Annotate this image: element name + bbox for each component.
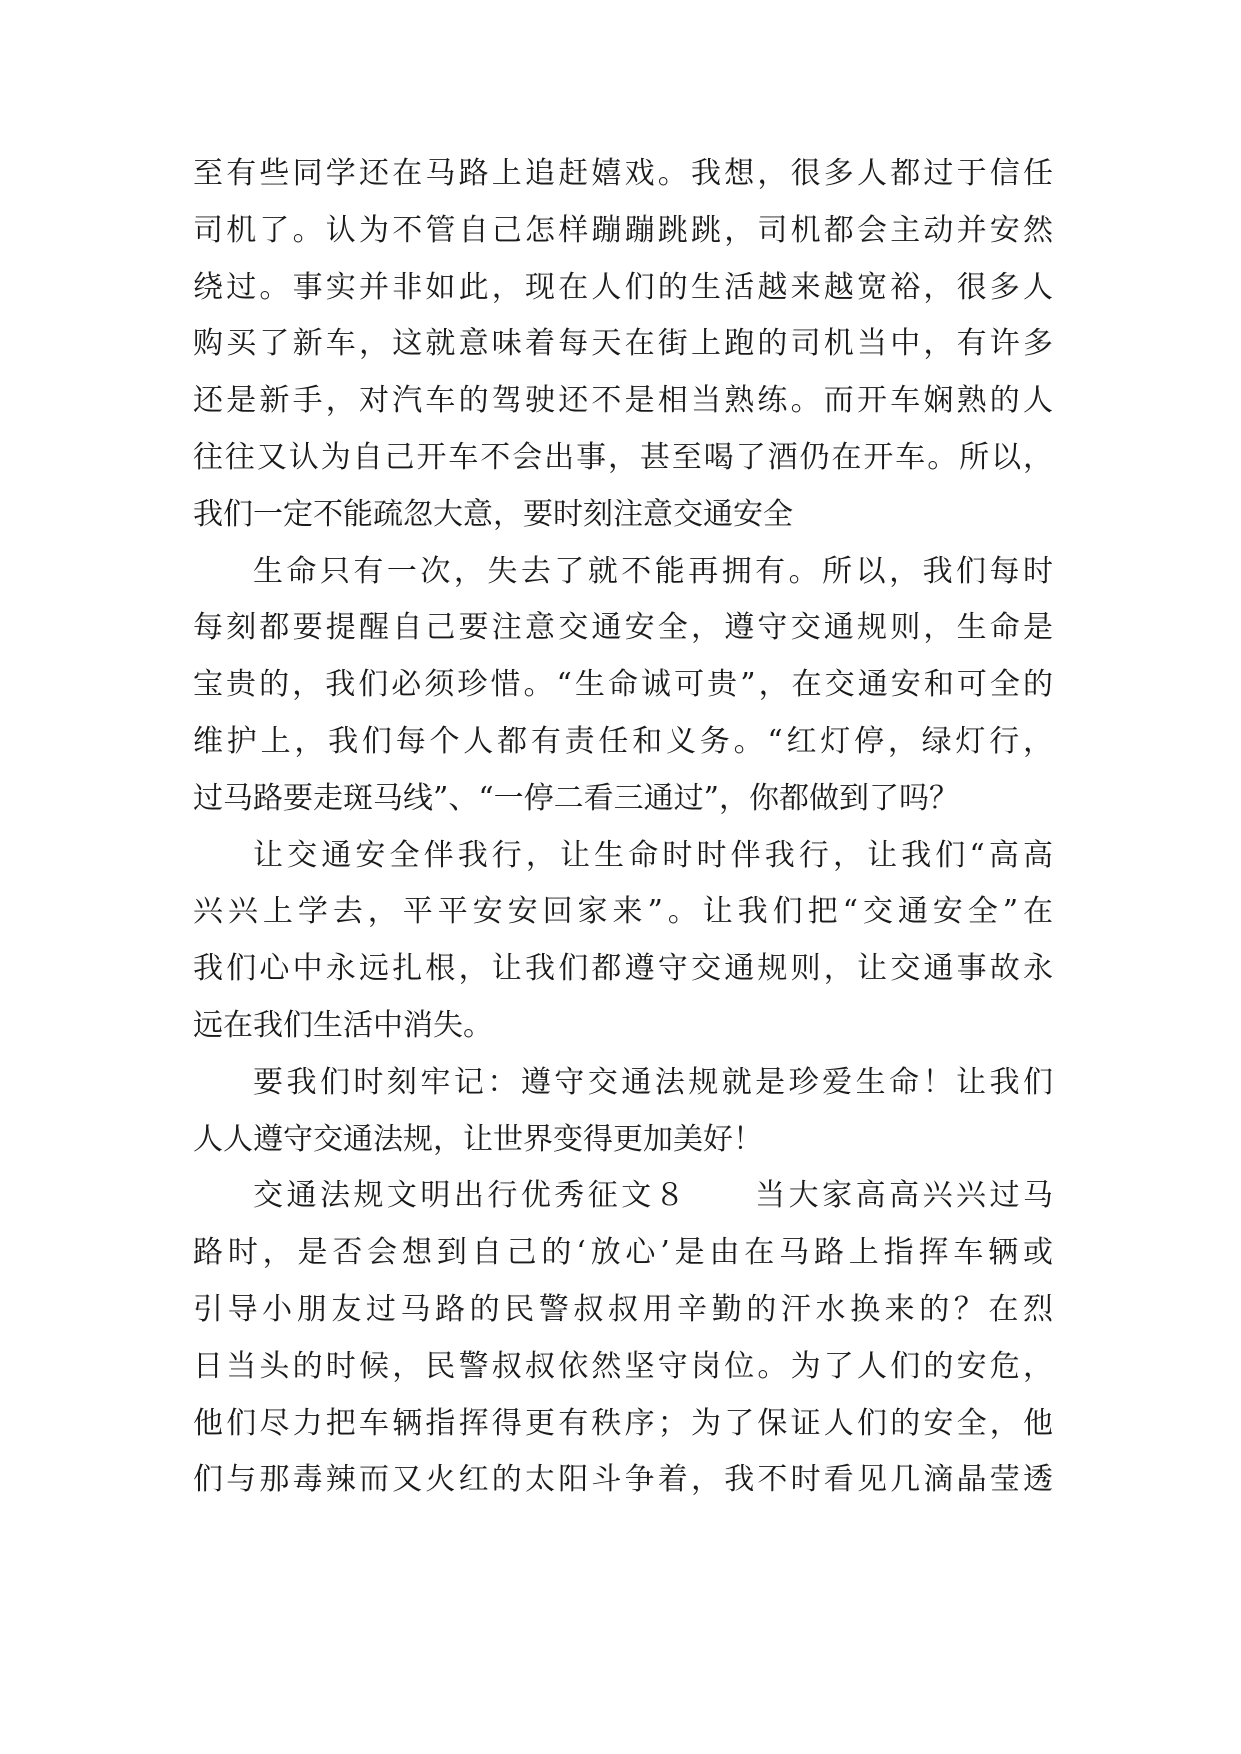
paragraph-5-line-6: 们与那毒辣而又火红的太阳斗争着，我不时看见几滴晶莹透	[193, 1462, 1053, 1498]
paragraph-1-line-1: 至有些同学还在马路上追赶嬉戏。我想，很多人都过于信任	[193, 156, 1053, 191]
paragraph-5-line-1: 交通法规文明出行优秀征文８ 当大家高高兴兴过马	[253, 1178, 1053, 1214]
paragraph-5-line-4: 日当头的时候，民警叔叔依然坚守岗位。为了人们的安危，	[193, 1348, 1053, 1384]
paragraph-3-line-4: 远在我们生活中消失。	[193, 1007, 493, 1043]
paragraph-2-line-5: 过马路要走斑马线”、“一停二看三通过”，你都做到了吗？	[193, 780, 960, 816]
paragraph-1-line-5: 还是新手，对汽车的驾驶还不是相当熟练。而开车娴熟的人	[193, 383, 1053, 419]
paragraph-2-line-1: 生命只有一次，失去了就不能再拥有。所以，我们每时	[253, 553, 1053, 589]
paragraph-3-line-1: 让交通安全伴我行，让生命时时伴我行，让我们“高高	[253, 837, 1053, 873]
paragraph-5-line-3: 引导小朋友过马路的民警叔叔用辛勤的汗水换来的？在烈	[193, 1291, 1053, 1327]
paragraph-5-line-5: 他们尽力把车辆指挥得更有秩序；为了保证人们的安全，他	[193, 1405, 1053, 1441]
paragraph-3-line-2: 兴兴上学去，平平安安回家来”。让我们把“交通安全”在	[193, 894, 1053, 930]
paragraph-1-line-4: 购买了新车，这就意味着每天在街上跑的司机当中，有许多	[193, 326, 1053, 362]
paragraph-1-line-3: 绕过。事实并非如此，现在人们的生活越来越宽裕，很多人	[193, 269, 1053, 305]
paragraph-3-line-3: 我们心中永远扎根，让我们都遵守交通规则，让交通事故永	[193, 951, 1053, 987]
document-body	[193, 146, 1053, 1509]
paragraph-4-line-2: 人人遵守交通法规，让世界变得更加美好！	[193, 1121, 763, 1157]
paragraph-5-line-2: 路时，是否会想到自己的‘放心’是由在马路上指挥车辆或	[193, 1235, 1053, 1271]
paragraph-1-line-2: 司机了。认为不管自己怎样蹦蹦跳跳，司机都会主动并安然	[193, 212, 1053, 248]
paragraph-4-line-1: 要我们时刻牢记：遵守交通法规就是珍爱生命！让我们	[253, 1064, 1053, 1100]
paragraph-1-line-7: 我们一定不能疏忽大意，要时刻注意交通安全	[193, 496, 793, 532]
paragraph-1-line-6: 往往又认为自己开车不会出事，甚至喝了酒仍在开车。所以，	[193, 439, 1053, 475]
paragraph-2-line-3: 宝贵的，我们必须珍惜。“生命诚可贵”，在交通安和可全的	[193, 667, 1053, 703]
paragraph-2-line-2: 每刻都要提醒自己要注意交通安全，遵守交通规则，生命是	[193, 610, 1053, 646]
paragraph-2-line-4: 维护上，我们每个人都有责任和义务。“红灯停，绿灯行，	[193, 723, 1053, 759]
